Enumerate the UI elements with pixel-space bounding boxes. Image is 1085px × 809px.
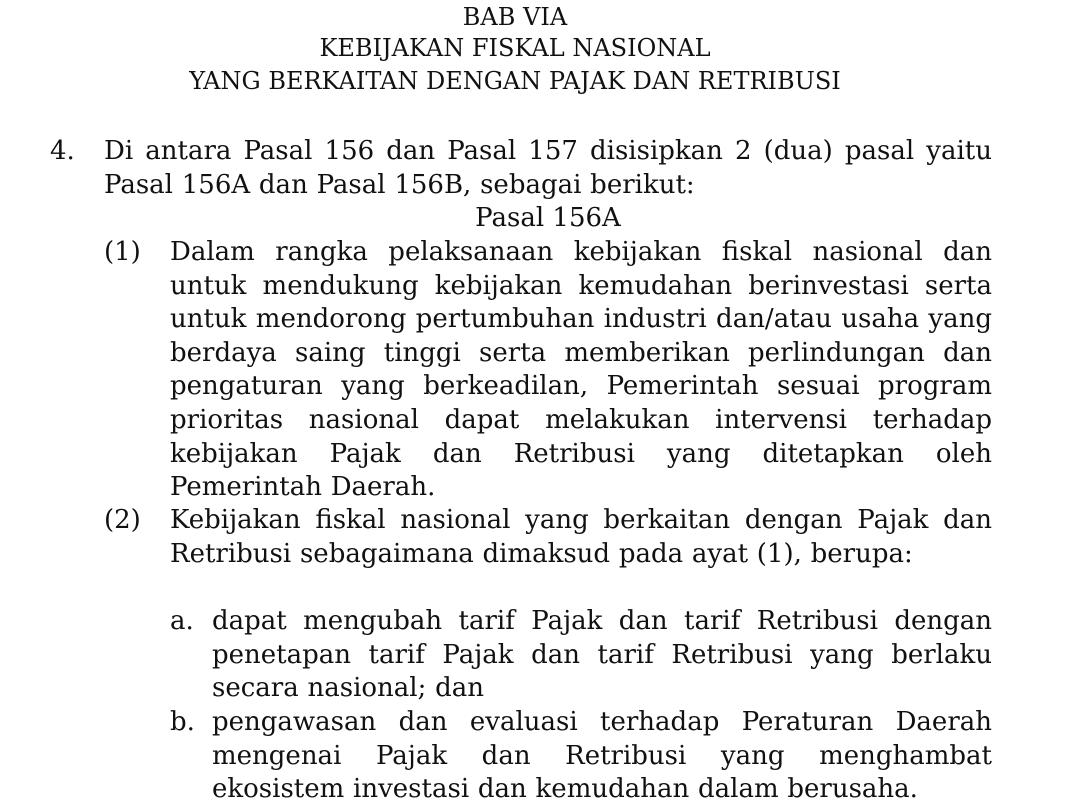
list-item-letter-a: a. (170, 606, 194, 636)
paragraph-number-2: (2) (104, 505, 141, 535)
item-text: Di antara Pasal 156 dan Pasal 157 disisipkan 2 (dua) pasal yaitu Pasal 156A dan Pasal 156B, sebagai berikut: (104, 136, 992, 200)
list-item-text-b: pengawasan dan evaluasi terhadap Peraturan Daerah mengenai Pajak dan Retribusi yang menghambat ekosistem investasi dan kemudahan dalam berusaha. (212, 707, 992, 805)
paragraph-text-1: Dalam rangka pelaksanaan kebijakan fiskal nasional dan untuk mendukung kebijakan kemudahan berinvestasi serta untuk mendorong pertumbuhan industri dan/atau usaha yang berdaya saing tinggi serta memberikan perlindungan dan pengaturan yang berkeadilan, Pemerintah sesuai program prioritas nasional dapat melakukan intervensi terhadap kebijakan Pajak dan Retribusi yang ditetapkan oleh Pemerintah Daerah. (170, 237, 992, 503)
cut-off-next-line (104, 797, 992, 809)
chapter-subtitle-2: YANG BERKAITAN DENGAN PAJAK DAN RETRIBUSI (189, 67, 841, 95)
list-item-text-a: dapat mengubah tarif Pajak dan tarif Retribusi dengan penetapan tarif Pajak dan tarif Retribusi yang berlaku secara nasional; dan (212, 606, 992, 704)
chapter-title: BAB VIA (462, 3, 568, 31)
chapter-subtitle: KEBIJAKAN FISKAL NASIONAL (319, 34, 711, 62)
list-item-letter-b: b. (170, 707, 195, 737)
paragraph-text-2: Kebijakan fiskal nasional yang berkaitan dengan Pajak dan Retribusi sebagaimana dimaksud pada ayat (1), berupa: (170, 505, 992, 569)
article-title: Pasal 156A (475, 203, 621, 233)
paragraph-number-1: (1) (104, 237, 141, 267)
item-number: 4. (50, 136, 75, 166)
